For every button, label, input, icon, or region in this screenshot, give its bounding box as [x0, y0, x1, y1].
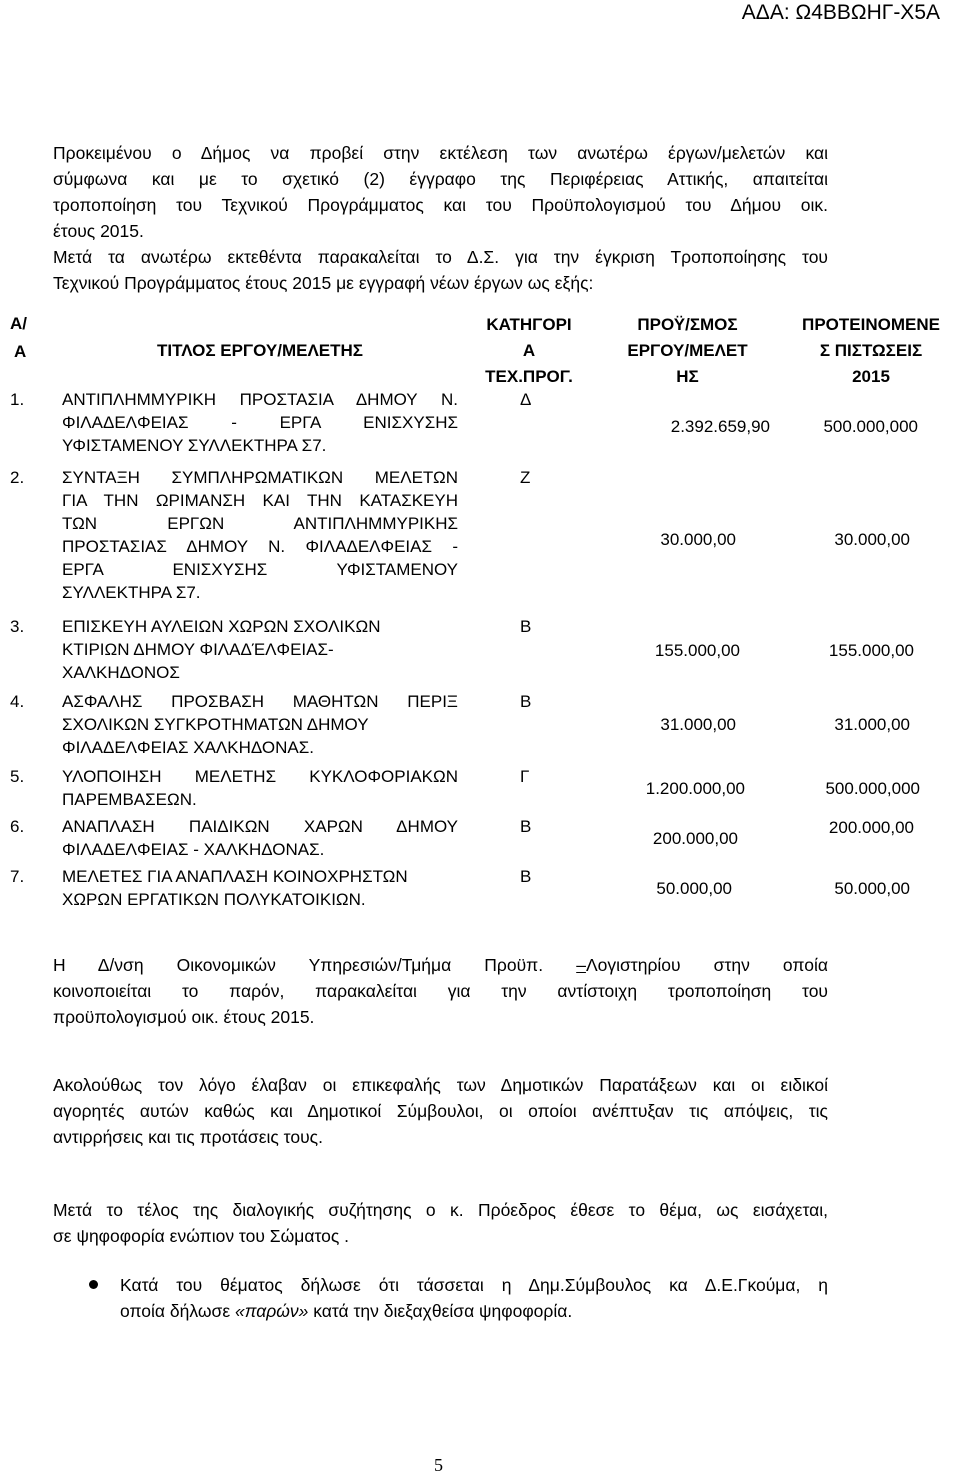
paragraph-line: Κατά του θέματος δήλωσε ότι τάσσεται η Δημ.Σύμβουλος κα Δ.Ε.Γκούμα, η — [120, 1275, 828, 1295]
row-aa: 3. — [10, 617, 25, 636]
intro-line: έτους 2015. — [53, 221, 144, 241]
row-category: Β — [520, 867, 532, 886]
row-aa: 1. — [10, 390, 25, 409]
projects-table — [0, 310, 960, 930]
header-category — [470, 312, 588, 390]
paragraph-line: αγορητές αυτών καθώς και Δημοτικοί Σύμβουλοι, οι οποίοι ανέπτυξαν τις απόψεις, τις — [53, 1101, 828, 1121]
row-category: Γ — [520, 767, 530, 786]
vote-paragraph — [53, 1197, 828, 1249]
paragraph-line — [120, 1298, 828, 1324]
row-title-line: ΠΡΟΣΤΑΣΙΑΣ ΔΗΜΟΥ Ν. ΦΙΛΑΔΕΛΦΕΙΑΣ - — [62, 537, 458, 556]
row-aa: 7. — [10, 867, 25, 886]
header-budget — [600, 312, 775, 390]
row-credits: 155.000,00 — [828, 641, 914, 660]
row-credits: 30.000,00 — [834, 530, 910, 549]
row-credits: 31.000,00 — [834, 715, 910, 734]
row-budget: 1.200.000,00 — [645, 779, 745, 798]
paragraph-line — [53, 952, 828, 978]
row-title-line: ΑΝΤΙΠΛΗΜΜΥΡΙΚΗ ΠΡΟΣΤΑΣΙΑ ΔΗΜΟΥ Ν. — [62, 390, 458, 409]
row-title-line: ΦΙΛΑΔΕΛΦΕΙΑΣ - ΧΑΛΚΗΔΟΝΑΣ. — [62, 840, 325, 859]
header-budget-line: ΗΣ — [676, 367, 699, 386]
row-title-line: ΑΝΑΠΛΑΣΗ ΠΑΙΔΙΚΩΝ ΧΑΡΩΝ ΔΗΜΟΥ — [62, 817, 458, 836]
row-category: Ζ — [520, 468, 531, 487]
header-credits-line: ΠΡΟΤΕΙΝΟΜΕΝΕ — [802, 315, 940, 334]
row-title-line: ΥΛΟΠΟΙΗΣΗ ΜΕΛΕΤΗΣ ΚΥΚΛΟΦΟΡΙΑΚΩΝ — [62, 767, 458, 786]
row-title — [62, 388, 458, 457]
row-title-line: ΑΣΦΑΛΗΣ ΠΡΟΣΒΑΣΗ ΜΑΘΗΤΩΝ ΠΕΡΙΞ — [62, 692, 458, 711]
header-category-line: ΤΕΧ.ΠΡΟΓ. — [485, 367, 573, 386]
row-title-line: ΦΙΛΑΔΕΛΦΕΙΑΣ ΧΑΛΚΗΔΟΝΑΣ. — [62, 738, 314, 757]
header-budget-line: ΕΡΓΟΥ/ΜΕΛΕΤ — [627, 341, 748, 360]
row-category: Δ — [520, 390, 532, 409]
row-aa: 6. — [10, 817, 25, 836]
row-aa: 5. — [10, 767, 25, 786]
row-budget: 155.000,00 — [654, 641, 740, 660]
row-title-line: ΣΥΝΤΑΞΗ ΣΥΜΠΛΗΡΩΜΑΤΙΚΩΝ ΜΕΛΕΤΩΝ — [62, 468, 458, 487]
row-title-line: ΓΙΑ ΤΗΝ ΩΡΙΜΑΝΣΗ ΚΑΙ ΤΗΝ ΚΑΤΑΣΚΕΥΗ — [62, 491, 458, 510]
row-title-line: ΕΠΙΣΚΕΥΗ ΑΥΛΕΙΩΝ ΧΩΡΩΝ ΣΧΟΛΙΚΩΝ — [62, 617, 381, 636]
paragraph-line: Μετά το τέλος της διαλογικής συζήτησης ο κ. Πρόεδρος έθεσε το θέμα, ως εισάχεται, — [53, 1200, 828, 1220]
ada-code: ΑΔΑ: Ω4ΒΒΩΗΓ-Χ5Α — [741, 1, 940, 24]
row-budget: 31.000,00 — [660, 715, 736, 734]
row-budget: 30.000,00 — [660, 530, 736, 549]
header-credits-line: 2015 — [852, 367, 890, 386]
dash-mark: – — [576, 955, 586, 975]
row-title-line: ΧΩΡΩΝ ΕΡΓΑΤΙΚΩΝ ΠΟΛΥΚΑΤΟΙΚΙΩΝ. — [62, 890, 366, 909]
row-title — [62, 466, 458, 604]
intro-line: Τεχνικού Προγράμματος έτους 2015 με εγγραφή νέων έργων ως εξής: — [53, 273, 594, 293]
page-number: 5 — [434, 1455, 443, 1475]
paragraph-text: Η Δ/νση Οικονομικών Υπηρεσιών/Τμήμα Προϋπ. — [53, 955, 544, 975]
row-credits: 500.000,000 — [825, 779, 920, 798]
header-category-line: Α — [522, 341, 536, 360]
row-budget: 50.000,00 — [656, 879, 732, 898]
paragraph-text: κατά την διεξαχθείσα ψηφοφορία. — [308, 1301, 573, 1321]
header-credits-line: Σ ΠΙΣΤΩΣΕΙΣ — [819, 341, 923, 360]
row-title — [62, 865, 458, 911]
row-aa: 2. — [10, 468, 25, 487]
row-category: Β — [520, 817, 532, 836]
row-budget: 2.392.659,90 — [670, 417, 770, 436]
row-title-line: ΚΤΙΡΙΩΝ ΔΗΜΟΥ ΦΙΛΑΔΈΛΦΕΙΑΣ- — [62, 640, 334, 659]
header-title: ΤΙΤΛΟΣ ΕΡΓΟΥ/ΜΕΛΕΤΗΣ — [156, 341, 363, 360]
row-title-line: ΠΑΡΕΜΒΑΣΕΩΝ. — [62, 790, 197, 809]
row-credits: 50.000,00 — [834, 879, 910, 898]
row-title-line: ΣΥΛΛΕΚΤΗΡΑ Σ7. — [62, 583, 201, 602]
row-category: Β — [520, 617, 532, 636]
header-aa-line: Α — [14, 342, 27, 361]
row-title — [62, 765, 458, 811]
row-title — [62, 690, 458, 759]
paragraph-text: οποία δήλωσε — [120, 1301, 235, 1321]
row-title-line: ΜΕΛΕΤΕΣ ΓΙΑ ΑΝΑΠΛΑΣΗ ΚΟΙΝΟΧΡΗΣΤΩΝ — [62, 867, 408, 886]
header-aa-line: Α/ — [10, 314, 27, 333]
row-title-line: ΦΙΛΑΔΕΛΦΕΙΑΣ - ΕΡΓΑ ΕΝΙΣΧΥΣΗΣ — [62, 413, 458, 432]
row-title-line: ΥΦΙΣΤΑΜΕΝΟΥ ΣΥΛΛΕΚΤΗΡΑ Σ7. — [62, 436, 327, 455]
paragraph-line: Ακολούθως τον λόγο έλαβαν οι επικεφαλής των Δημοτικών Παρατάξεων και οι ειδικοί — [53, 1075, 828, 1095]
intro-line: τροποποίηση του Τεχνικού Προγράμματος και του Προϋπολογισμού του Δήμου οικ. — [53, 195, 828, 215]
paragraph-line: προϋπολογισμού οικ. έτους 2015. — [53, 1007, 315, 1027]
header-credits — [782, 312, 960, 390]
header-category-line: ΚΑΤΗΓΟΡΙ — [486, 315, 572, 334]
row-aa: 4. — [10, 692, 25, 711]
row-credits: 500.000,000 — [823, 417, 918, 436]
intro-line: Μετά τα ανωτέρω εκτεθέντα παρακαλείται το Δ.Σ. για την έγκριση Τροποποίησης του — [53, 247, 828, 267]
row-credits: 200.000,00 — [828, 818, 914, 837]
intro-line: Προκειμένου ο Δήμος να προβεί στην εκτέλεση των ανωτέρω έργων/μελετών και — [53, 143, 828, 163]
row-title-line: ΕΡΓΑ ΕΝΙΣΧΥΣΗΣ ΥΦΙΣΤΑΜΕΝΟΥ — [62, 560, 458, 579]
row-title-line: ΣΧΟΛΙΚΩΝ ΣΥΓΚΡΟΤΗΜΑΤΩΝ ΔΗΜΟΥ — [62, 715, 369, 734]
row-title — [62, 615, 458, 684]
header-aa — [10, 310, 50, 366]
intro-line: σύμφωνα και με το σχετικό (2) έγγραφο της Περιφέρειας Αττικής, απαιτείται — [53, 169, 828, 189]
budget-department-paragraph — [53, 952, 828, 1030]
paragraph-text: Λογιστηρίου στην οποία — [585, 955, 828, 975]
opinions-paragraph — [53, 1072, 828, 1150]
intro-paragraph — [53, 140, 828, 296]
bullet-text — [120, 1272, 828, 1324]
row-title-line: ΤΩΝ ΕΡΓΩΝ ΑΝΤΙΠΛΗΜΜΥΡΙΚΗΣ — [62, 514, 458, 533]
row-category: Β — [520, 692, 532, 711]
paragraph-line: σε ψηφοφορία ενώπιον του Σώματος . — [53, 1226, 349, 1246]
row-title-line: ΧΑΛΚΗΔΟΝΟΣ — [62, 663, 180, 682]
row-title — [62, 815, 458, 861]
paragraph-line: κοινοποιείται το παρόν, παρακαλείται για την αντίστοιχη τροποποίηση του — [53, 981, 828, 1001]
paragraph-line: αντιρρήσεις και τις προτάσεις τους. — [53, 1127, 323, 1147]
header-budget-line: ΠΡΟΫ/ΣΜΟΣ — [637, 315, 738, 334]
row-budget: 200.000,00 — [652, 829, 738, 848]
bullet-dot — [89, 1280, 98, 1289]
emphasis-text: «παρών» — [235, 1301, 309, 1321]
